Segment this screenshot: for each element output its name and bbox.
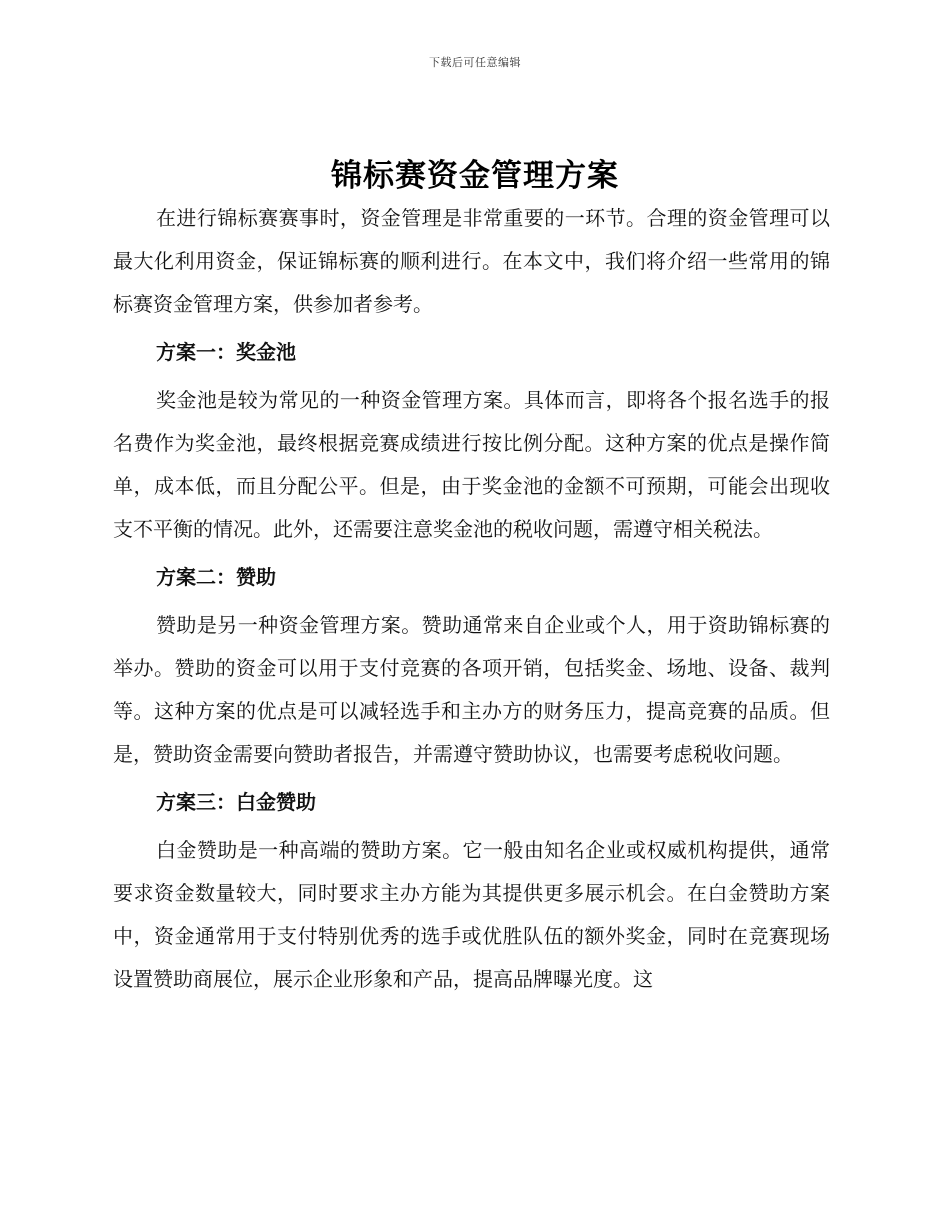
section-heading-3: 方案三：白金赞助	[156, 790, 316, 814]
intro-paragraph: 在进行锦标赛赛事时，资金管理是非常重要的一环节。合理的资金管理可以最大化利用资金，保证锦标赛的顺利进行。在本文中，我们将介绍一些常用的锦标赛资金管理方案，供参加者参考。	[113, 206, 830, 316]
section-paragraph-1: 奖金池是较为常见的一种资金管理方案。具体而言，即将各个报名选手的报名费作为奖金池，最终根据竞赛成绩进行按比例分配。这种方案的优点是操作简单，成本低，而且分配公平。但是，由于奖金池的金额不可预期，可能会出现收支不平衡的情况。此外，还需要注意奖金池的税收问题，需遵守相关税法。	[113, 388, 830, 541]
section-paragraph-3: 白金赞助是一种高端的赞助方案。它一般由知名企业或权威机构提供，通常要求资金数量较大，同时要求主办方能为其提供更多展示机会。在白金赞助方案中，资金通常用于支付特别优秀的选手或优胜队伍的额外奖金，同时在竞赛现场设置赞助商展位，展示企业形象和产品，提高品牌曝光度。这	[113, 838, 830, 991]
section-paragraph-2: 赞助是另一种资金管理方案。赞助通常来自企业或个人，用于资助锦标赛的举办。赞助的资金可以用于支付竞赛的各项开销，包括奖金、场地、设备、裁判等。这种方案的优点是可以减轻选手和主办方的财务压力，提高竞赛的品质。但是，赞助资金需要向赞助者报告，并需遵守赞助协议，也需要考虑税收问题。	[113, 613, 830, 766]
section-heading-2: 方案二：赞助	[156, 565, 276, 589]
document-body	[113, 197, 830, 1001]
section-heading-1: 方案一：奖金池	[156, 340, 296, 364]
header-note: 下载后可任意编辑	[429, 56, 521, 69]
document-title: 锦标赛资金管理方案	[331, 158, 619, 194]
